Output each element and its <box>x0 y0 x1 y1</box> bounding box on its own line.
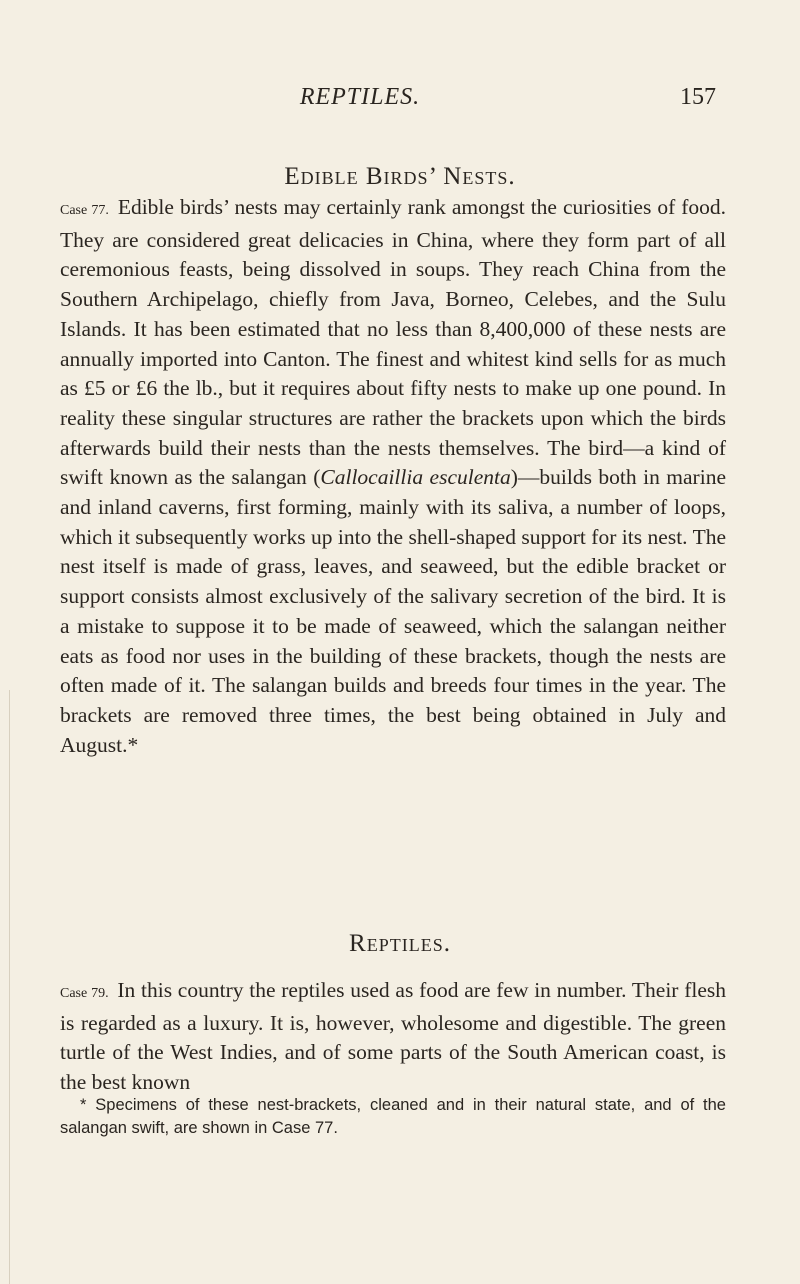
case-label: Case 77. <box>60 203 109 218</box>
page-number: 157 <box>680 84 716 110</box>
paragraph-text-cont: )—builds both in marine and inland caverns, first forming, mainly with its saliva, a number of loops, which it subsequently works up into the shell-shaped support for its nest. The nest itself is made of grass, leaves, and seaweed, but the edible bracket or support consists almost exclusively of the salivary secretion of the bird. It is a mistake to suppose it to be made of seaweed, which the salangan neither eats as food nor uses in the building of these brackets, though the nests are often made of it. The salangan builds and breeds four times in the year. The brackets are removed three times, the best being obtained in July and August.* <box>60 465 726 757</box>
footnote <box>60 1094 726 1140</box>
footnote-text: * Specimens of these nest-brackets, cleaned and in their natural state, and of the salangan swift, are shown in Case 77. <box>60 1096 726 1137</box>
species-name: Callocaillia esculenta <box>320 465 511 490</box>
paragraph-text: Edible birds’ nests may certainly rank amongst the curiosities of food. They are considered great delicacies in China, where they form part of all ceremonious feasts, being dissolved in soups. They reach China from the Southern Archipelago, chiefly from Java, Borneo, Celebes, and the Sulu Islands. It has been estimated that no less than 8,400,000 of these nests are annually imported into Canton. The finest and whitest kind sells for as much as £5 or £6 the lb., but it requires about fifty nests to make up one pound. In reality these singular structures are rather the brackets upon which the birds afterwards build their nests than the nests themselves. The bird—a kind of swift known as the salangan ( <box>60 195 727 490</box>
paragraph-text: In this country the reptiles used as food are few in number. Their flesh is regarded as a luxury. It is, however, wholesome and digestible. The green turtle of the West Indies, and of some parts of the South American coast, is the best known <box>60 978 727 1095</box>
running-head-title: REPTILES. <box>299 84 421 110</box>
running-head <box>0 78 800 114</box>
section-heading-birds-nests: Edible Birds’ Nests. <box>284 163 516 190</box>
case-label: Case 79. <box>60 986 109 1001</box>
paragraph-reptiles <box>60 976 726 1098</box>
paragraph-birds-nests <box>60 193 726 760</box>
page-edge-shadow <box>0 690 10 1284</box>
section-heading-reptiles: Reptiles. <box>349 930 451 957</box>
